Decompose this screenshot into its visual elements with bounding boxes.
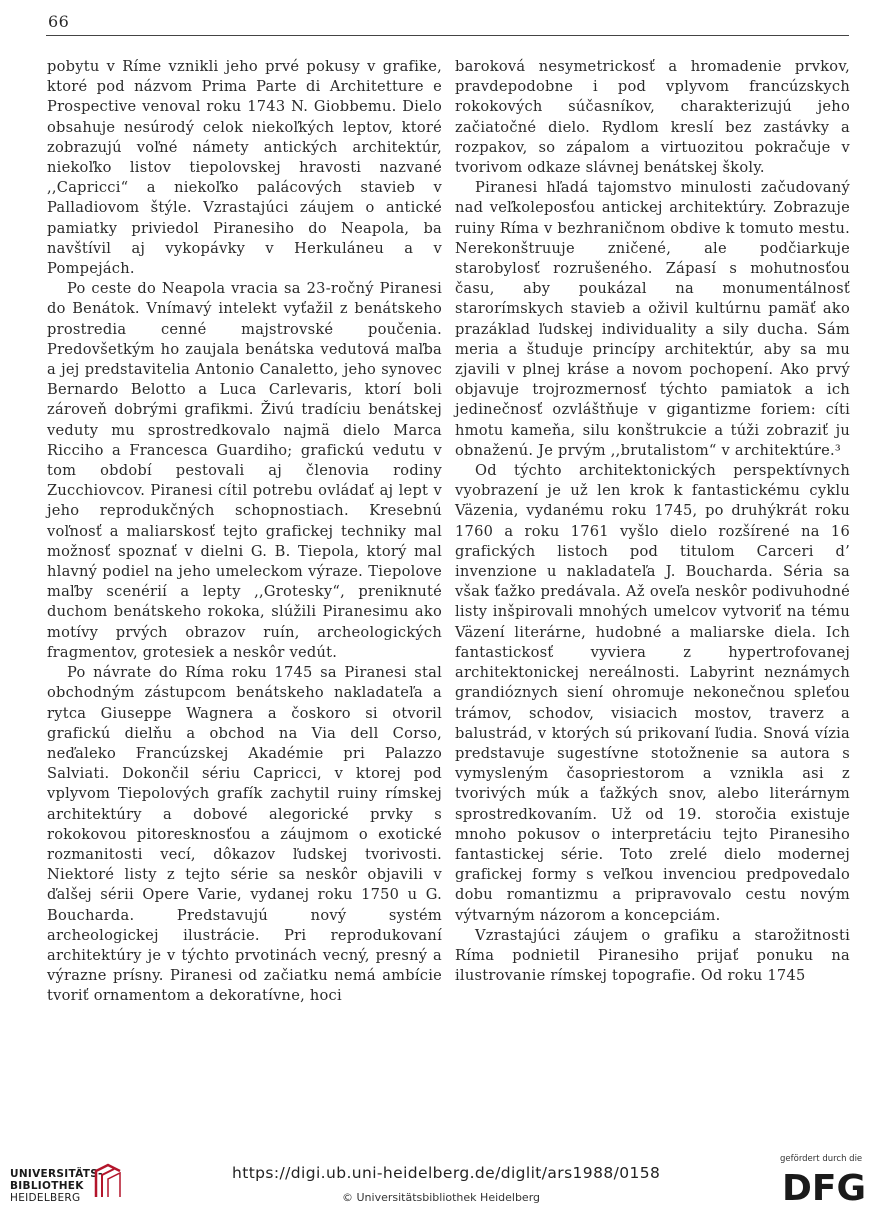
library-name-line: UNIVERSITÄTS- bbox=[10, 1168, 103, 1180]
left-text-column bbox=[47, 57, 442, 1007]
dfg-logo-icon[interactable] bbox=[780, 1168, 870, 1204]
paragraph: Vzrastajúci záujem o grafiku a starožitnosti Ríma podnietil Piranesiho prijať ponuku na ilustrovanie rímskej topografie. Od roku 1745 bbox=[455, 926, 850, 985]
paragraph: Od týchto architektonických perspektívnych vyobrazení je už len krok k fantastickému cyklu Väzenia, vydanému roku 1745, po druhýkrát roku 1760 a roku 1761 vyšlo dielo rozšírené na 16 grafických listoch pod titulom Carceri d’ invenzione u nakladateľa J. Boucharda. Séria sa však ťažko predávala. Až oveľa neskôr podivuhodné listy inšpirovali mnohých umelcov vytvoriť na tému Väzení literárne, hudobné a maliarske diela. Ich fantastickosť vyviera z hypertrofovanej architektonickej nereálnosti. Labyrint neznámych grandióznych siení ohromuje nekonečnou spleťou trámov, schodov, visiacich mostov, traverz a balustrád, v ktorých sú prikovaní ľudia. Snová vízia predstavuje sugestívne stotožnenie sa autora s vymysleným časopriestorom a vznikla asi z tvorivých múk a ťažkých snov, alebo literárnym sprostredkovaním. Už od 19. storočia existuje mnoho pokusov o interpretáciu tejto Piranesiho fantastickej série. Toto zrelé dielo modernej grafickej formy s veľkou invenciou predpovedalo dobu romantizmu a pripravovalo cestu novým výtvarným názorom a koncepciám. bbox=[455, 462, 850, 924]
page-number: 66 bbox=[48, 12, 70, 31]
dfg-logo-text: DFG bbox=[782, 1168, 867, 1204]
funding-caption: gefördert durch die bbox=[780, 1154, 863, 1164]
library-logo-text[interactable] bbox=[10, 1168, 103, 1204]
header-rule bbox=[46, 35, 849, 36]
library-name-line: HEIDELBERG bbox=[10, 1192, 81, 1204]
library-name-line: BIBLIOTHEK bbox=[10, 1180, 84, 1192]
paragraph: baroková nesymetrickosť a hromadenie prvkov, pravdepodobne i pod vplyvom francúzskych rokokových súčasníkov, charakterizujú jeho začiatočné dielo. Rydlom kreslí bez zastávky a rozpakov, so zápalom a virtuozitou pokračuje v tvorivom odkaze slávnej benátskej školy. bbox=[455, 58, 850, 177]
right-text-column bbox=[455, 57, 850, 986]
copyright-notice: © Universitätsbibliothek Heidelberg bbox=[342, 1191, 541, 1204]
library-logo-icon bbox=[92, 1161, 124, 1201]
permalink-url[interactable]: https://digi.ub.uni-heidelberg.de/diglit/ars1988/0158 bbox=[232, 1164, 661, 1182]
paragraph: Po návrate do Ríma roku 1745 sa Piranesi stal obchodným zástupcom benátskeho nakladateľa a rytca Giuseppe Wagnera a čoskoro si otvoril grafickú dielňu a obchod na Via dell Corso, neďaleko Francúzskej Akadémie pri Palazzo Salviati. Dokončil sériu Capricci, v ktorej pod vplyvom Tiepolových grafík zachytil ruiny rímskej architektúry a dobové alegorické prvky s rokokovou pitoresknosťou a záujmom o exotické rozmanitosti vecí, dôkazov ľudskej tvorivosti. Niektoré listy z tejto série sa neskôr objavili v ďalšej sérii Opere Varie, vydanej roku 1750 u G. Boucharda. Predstavujú nový systém archeologickej ilustrácie. Pri reprodukovaní architektúry je v týchto prvotinách vecný, presný a výrazne prísny. Piranesi od začiatku nemá ambície tvoriť ornamentom a dekoratívne, hoci bbox=[47, 664, 442, 1005]
paragraph: pobytu v Ríme vznikli jeho prvé pokusy v grafike, ktoré pod názvom Prima Parte di Architetture e Prospective venoval roku 1743 N. Giobbemu. Dielo obsahuje nesúrodý celok niekoľkých leptov, ktoré zobrazujú voľné námety antických architektúr, niekoľko listov tiepolovskej hravosti nazvané ,,Capricci“ a niekoľko palácových stavieb v Palladiovom štýle. Vzrastajúci záujem o antické pamiatky priviedol Piranesiho do Neapola, ba navštívil aj vykopávky v Herkuláneu a v Pompejách. bbox=[47, 58, 442, 278]
paragraph: Po ceste do Neapola vracia sa 23-ročný Piranesi do Benátok. Vnímavý intelekt vyťažil z benátskeho prostredia cenné majstrovské poučenia. Predovšetkým ho zaujala benátska vedutová maľba a jej predstavitelia Antonio Canaletto, jeho synovec Bernardo Belotto a Luca Carlevaris, ktorí boli zároveň dobrými grafikmi. Živú tradíciu benátskej veduty mu sprostredkovalo najmä dielo Marca Ricciho a Francesca Guardiho; grafickú vedutu v tom období pestovali aj členovia rodiny Zucchiovcov. Piranesi cítil potrebu ovládať aj lept v jeho reprodukčných schopnostiach. Kresebnú voľnosť a maliarskosť tejto grafickej techniky mal možnosť spoznať v dielni G. B. Tiepola, ktorý mal hlavný podiel na jeho umeleckom výraze. Tiepolove maľby scenérií a lepty ,,Grotesky“, preniknuté duchom benátskeho rokoka, slúžili Piranesimu ako motívy prvých obrazov ruín, archeologických fragmentov, grotesiek a neskôr vedút. bbox=[47, 280, 442, 661]
footer-bar bbox=[0, 1138, 880, 1219]
paragraph: Piranesi hľadá tajomstvo minulosti začudovaný nad veľkoleposťou antickej architektúry. Zobrazuje ruiny Ríma v bezhraničnom obdive k tomuto mestu. Nerekonštruuje zničené, ale podčiarkuje starobylosť rozrušeného. Zápasí s mohutnosťou času, aby poukázal na monumentálnosť starorímskych stavieb a oživil kultúrnu pamäť ako prazáklad ľudskej individuality a sily ducha. Sám meria a študuje princípy architektúr, aby sa mu zjavili v plnej kráse a novom pochopení. Ako prvý objavuje trojrozmernosť týchto pamiatok a ich jedinečnosť ozvláštňuje v gigantizme foriem: cíti hmotu kameňa, silu konštrukcie a túži zobraziť ju obnaženú. Je prvým ,,brutalistom“ v architektúre.³ bbox=[455, 179, 850, 459]
